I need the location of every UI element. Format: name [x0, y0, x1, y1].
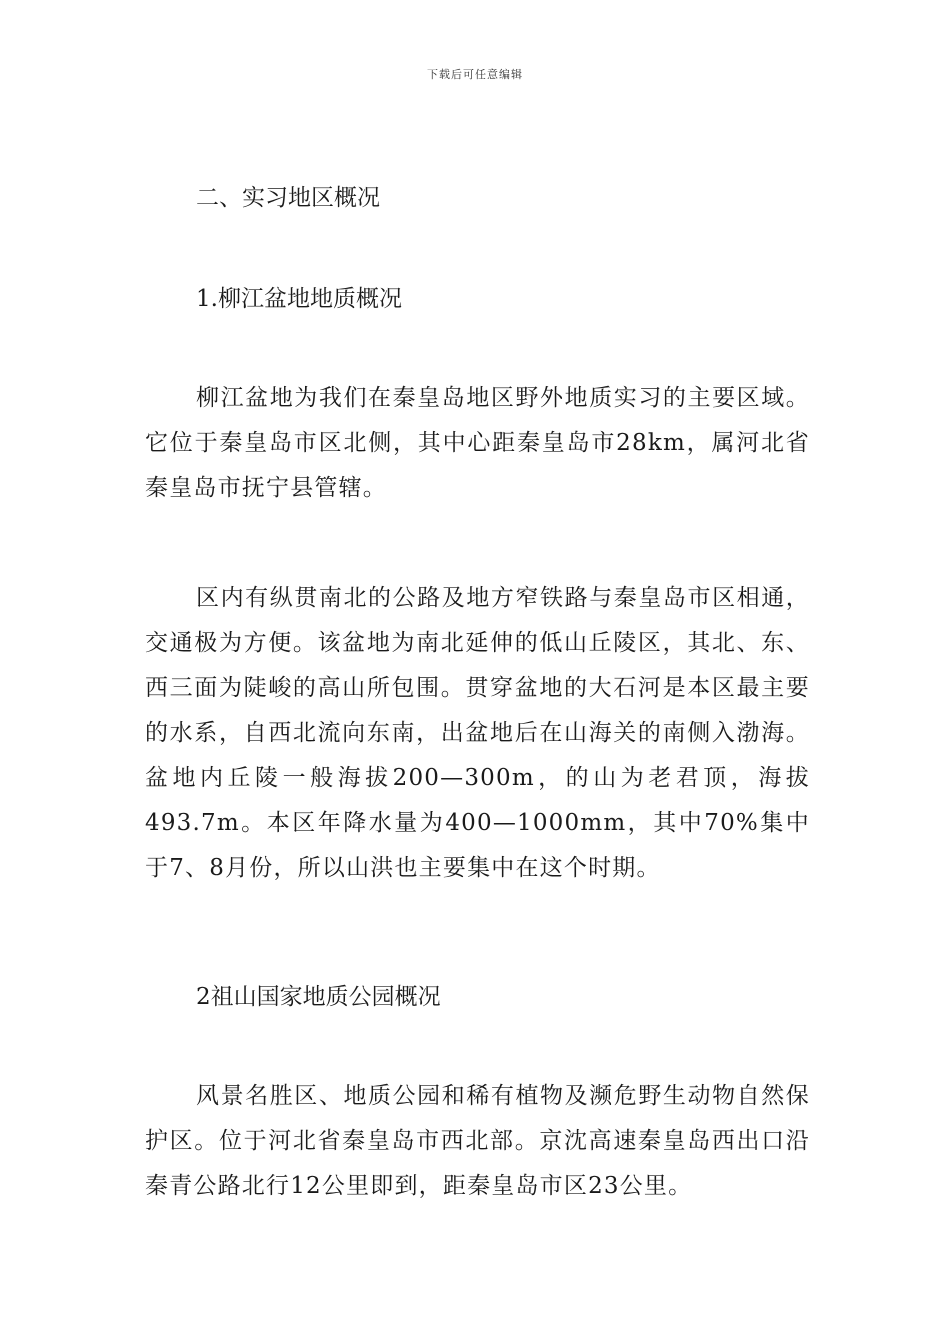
subsection-title-2: 2祖山国家地质公园概况	[196, 984, 441, 1010]
paragraph-3: 风景名胜区、地质公园和稀有植物及濒危野生动物自然保护区。位于河北省秦皇岛市西北部。京沈高速秦皇岛西出口沿秦青公路北行12公里即到，距秦皇岛市区23公里。	[145, 1083, 810, 1199]
paragraph-2: 区内有纵贯南北的公路及地方窄铁路与秦皇岛市区相通，交通极为方便。该盆地为南北延伸的低山丘陵区，其北、东、西三面为陡峻的高山所包围。贯穿盆地的大石河是本区最主要的水系，自西北流向东南，出盆地后在山海关的南侧入渤海。盆地内丘陵一般海拔200—300m，的山为老君顶，海拔493.7m。本区年降水量为400—1000mm，其中70%集中于7、8月份，所以山洪也主要集中在这个时期。	[145, 585, 810, 881]
section-title: 二、实习地区概况	[196, 185, 380, 211]
page-header: 下载后可任意编辑	[427, 68, 523, 81]
subsection-title-1: 1.柳江盆地地质概况	[196, 286, 402, 312]
paragraph-1: 柳江盆地为我们在秦皇岛地区野外地质实习的主要区域。它位于秦皇岛市区北侧，其中心距秦皇岛市28km，属河北省秦皇岛市抚宁县管辖。	[145, 385, 810, 501]
